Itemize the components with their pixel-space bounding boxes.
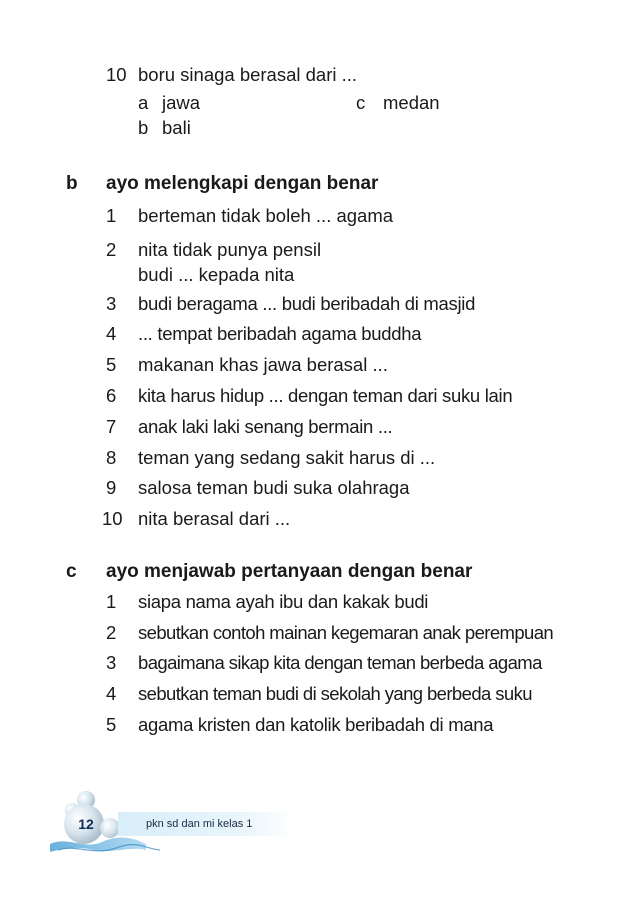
item-number: 5 — [106, 714, 117, 735]
option-letter-a: a — [138, 92, 149, 113]
item-number: 1 — [106, 591, 117, 612]
item-number: 5 — [106, 354, 117, 375]
item-text: budi beragama ... budi beribadah di masjid — [138, 293, 476, 314]
page-number: 12 — [78, 816, 94, 832]
item-text: bagaimana sikap kita dengan teman berbeda agama — [138, 652, 542, 673]
question-text: boru sinaga berasal dari ... — [138, 64, 358, 85]
item-text: berteman tidak boleh ... agama — [138, 205, 394, 226]
option-text-a: jawa — [162, 92, 201, 113]
item-number: 8 — [106, 447, 117, 468]
option-letter-c: c — [356, 92, 366, 113]
section-b-title: ayo melengkapi dengan benar — [106, 173, 379, 194]
item-text: sebutkan contoh mainan kegemaran anak perempuan — [138, 622, 554, 643]
item-text: agama kristen dan katolik beribadah di mana — [138, 714, 494, 735]
item-text: ... tempat beribadah agama buddha — [138, 323, 422, 344]
footer-book-title: pkn sd dan mi kelas 1 — [146, 818, 253, 830]
item-number: 4 — [106, 683, 117, 704]
item-number: 2 — [106, 622, 117, 643]
item-number: 3 — [106, 652, 117, 673]
option-text-b: bali — [162, 117, 191, 138]
item-number: 4 — [106, 323, 117, 344]
item-number: 9 — [106, 477, 117, 498]
item-number: 10 — [102, 508, 123, 529]
item-text: anak laki laki senang bermain ... — [138, 416, 393, 437]
item-number: 1 — [106, 205, 117, 226]
item-text: teman yang sedang sakit harus di ... — [138, 447, 436, 468]
item-text-continued: budi ... kepada nita — [138, 264, 295, 285]
item-number: 6 — [106, 385, 117, 406]
item-text: makanan khas jawa berasal ... — [138, 354, 388, 375]
section-b-letter: b — [66, 173, 78, 194]
section-c-letter: c — [66, 561, 77, 582]
item-text: sebutkan teman budi di sekolah yang berbeda suku — [138, 683, 532, 704]
option-text-c: medan — [383, 92, 440, 113]
option-letter-b: b — [138, 117, 149, 138]
item-number: 7 — [106, 416, 117, 437]
item-text: kita harus hidup ... dengan teman dari suku lain — [138, 385, 513, 406]
item-number: 2 — [106, 239, 117, 260]
item-text: siapa nama ayah ibu dan kakak budi — [138, 591, 429, 612]
item-text: nita tidak punya pensil — [138, 239, 322, 260]
item-text: nita berasal dari ... — [138, 508, 291, 529]
section-c-title: ayo menjawab pertanyaan dengan benar — [106, 561, 473, 582]
question-number: 10 — [106, 64, 127, 85]
item-number: 3 — [106, 293, 117, 314]
item-text: salosa teman budi suka olahraga — [138, 477, 410, 498]
